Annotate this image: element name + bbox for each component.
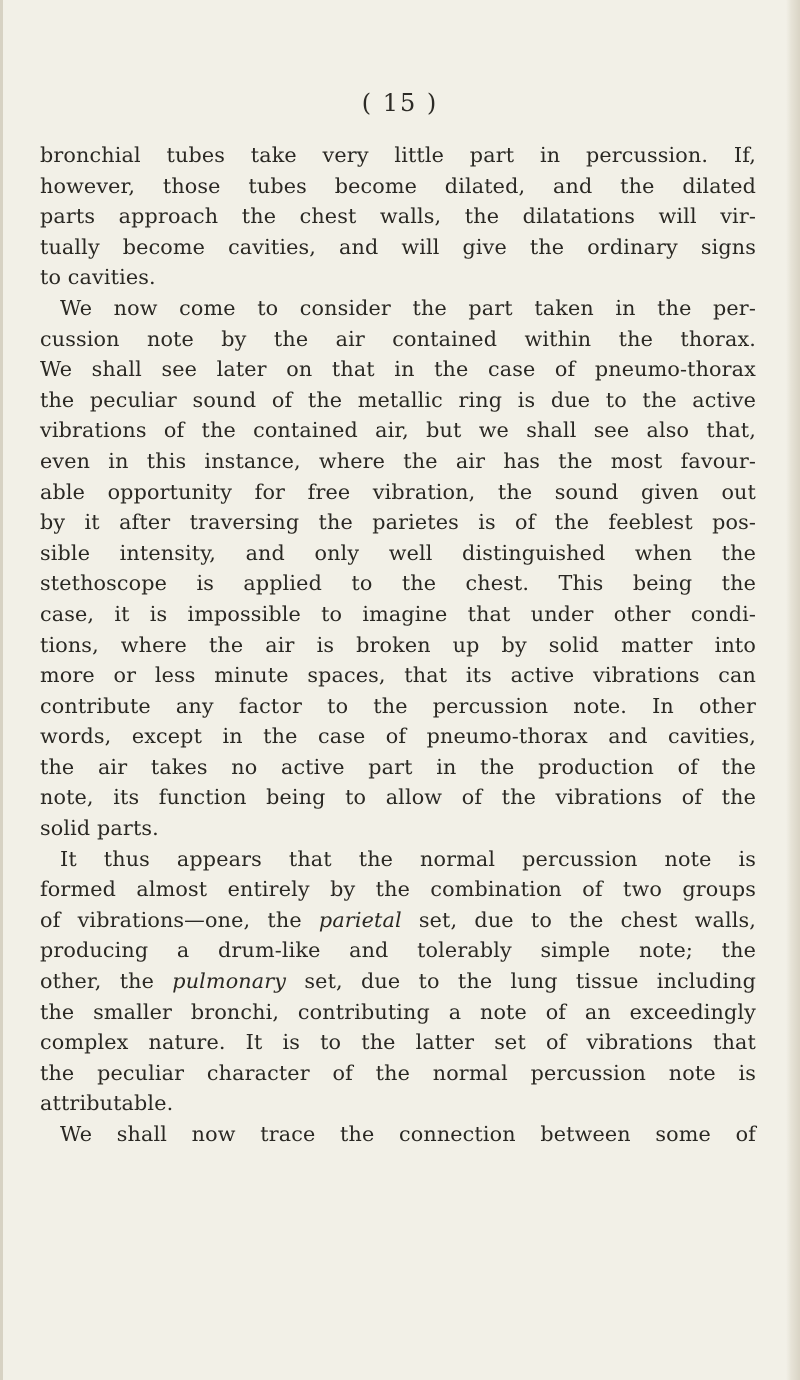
text-line: the air takes no active part in the production of the: [40, 754, 756, 779]
text-line: formed almost entirely by the combination of two groups: [40, 877, 756, 902]
text-line: case, it is impossible to imagine that under other condi-: [40, 601, 756, 626]
text-line: [40, 966, 756, 997]
text-segment: set, due to the lung tissue including: [286, 969, 756, 994]
text-line: contribute any factor to the percussion note. In other: [40, 693, 756, 718]
text-line: We shall see later on that in the case of pneumo-thorax: [40, 357, 756, 382]
text-line: solid parts.: [40, 816, 159, 841]
text-line: words, except in the case of pneumo-thorax and cavities,: [40, 724, 756, 749]
text-line: complex nature. It is to the latter set of vibrations that: [40, 1030, 756, 1055]
page-number: ( 15 ): [361, 89, 439, 117]
text-line: stethoscope is applied to the chest. This being the: [40, 571, 756, 596]
text-line: It thus appears that the normal percussion note is: [60, 846, 756, 871]
italic-term: pulmonary: [172, 969, 287, 994]
text-line: We now come to consider the part taken in the per-: [60, 295, 756, 320]
text-line: tually become cavities, and will give the ordinary signs: [40, 234, 756, 259]
text-line: the peculiar sound of the metallic ring is due to the active: [40, 387, 756, 412]
text-line: to cavities.: [40, 265, 156, 290]
text-line: by it after traversing the parietes is of the feeblest pos-: [40, 510, 756, 535]
text-line: the peculiar character of the normal percussion note is: [40, 1060, 756, 1085]
text-line: note, its function being to allow of the vibrations of the: [40, 785, 756, 810]
text-line: the smaller bronchi, contributing a note of an exceedingly: [40, 999, 756, 1024]
text-line: cussion note by the air contained within the thorax.: [40, 326, 756, 351]
italic-term: parietal: [318, 907, 402, 932]
text-line: able opportunity for free vibration, the sound given out: [40, 479, 756, 504]
text-line: parts approach the chest walls, the dilatations will vir-: [40, 204, 756, 229]
text-line: producing a drum-like and tolerably simple note; the: [40, 938, 756, 963]
text-line: however, those tubes become dilated, and the dilated: [40, 173, 756, 198]
page-left-edge: [0, 0, 3, 1380]
text-line: bronchial tubes take very little part in percussion. If,: [40, 143, 756, 167]
text-segment: other, the: [40, 969, 173, 994]
text-line: attributable.: [40, 1091, 174, 1116]
text-line: even in this instance, where the air has the most favour-: [40, 448, 756, 473]
text-line: [40, 905, 756, 936]
text-segment: of vibrations—one, the: [40, 907, 319, 932]
text-line: more or less minute spaces, that its active vibrations can: [40, 663, 756, 688]
text-line: We shall now trace the connection between some of: [60, 1122, 756, 1146]
page-right-edge: [786, 0, 800, 1380]
text-line: tions, where the air is broken up by solid matter into: [40, 632, 756, 657]
text-line: sible intensity, and only well distinguished when the: [40, 540, 756, 565]
text-segment: set, due to the chest walls,: [401, 907, 756, 932]
body-text: [40, 140, 756, 1150]
text-line: vibrations of the contained air, but we shall see also that,: [40, 418, 756, 443]
